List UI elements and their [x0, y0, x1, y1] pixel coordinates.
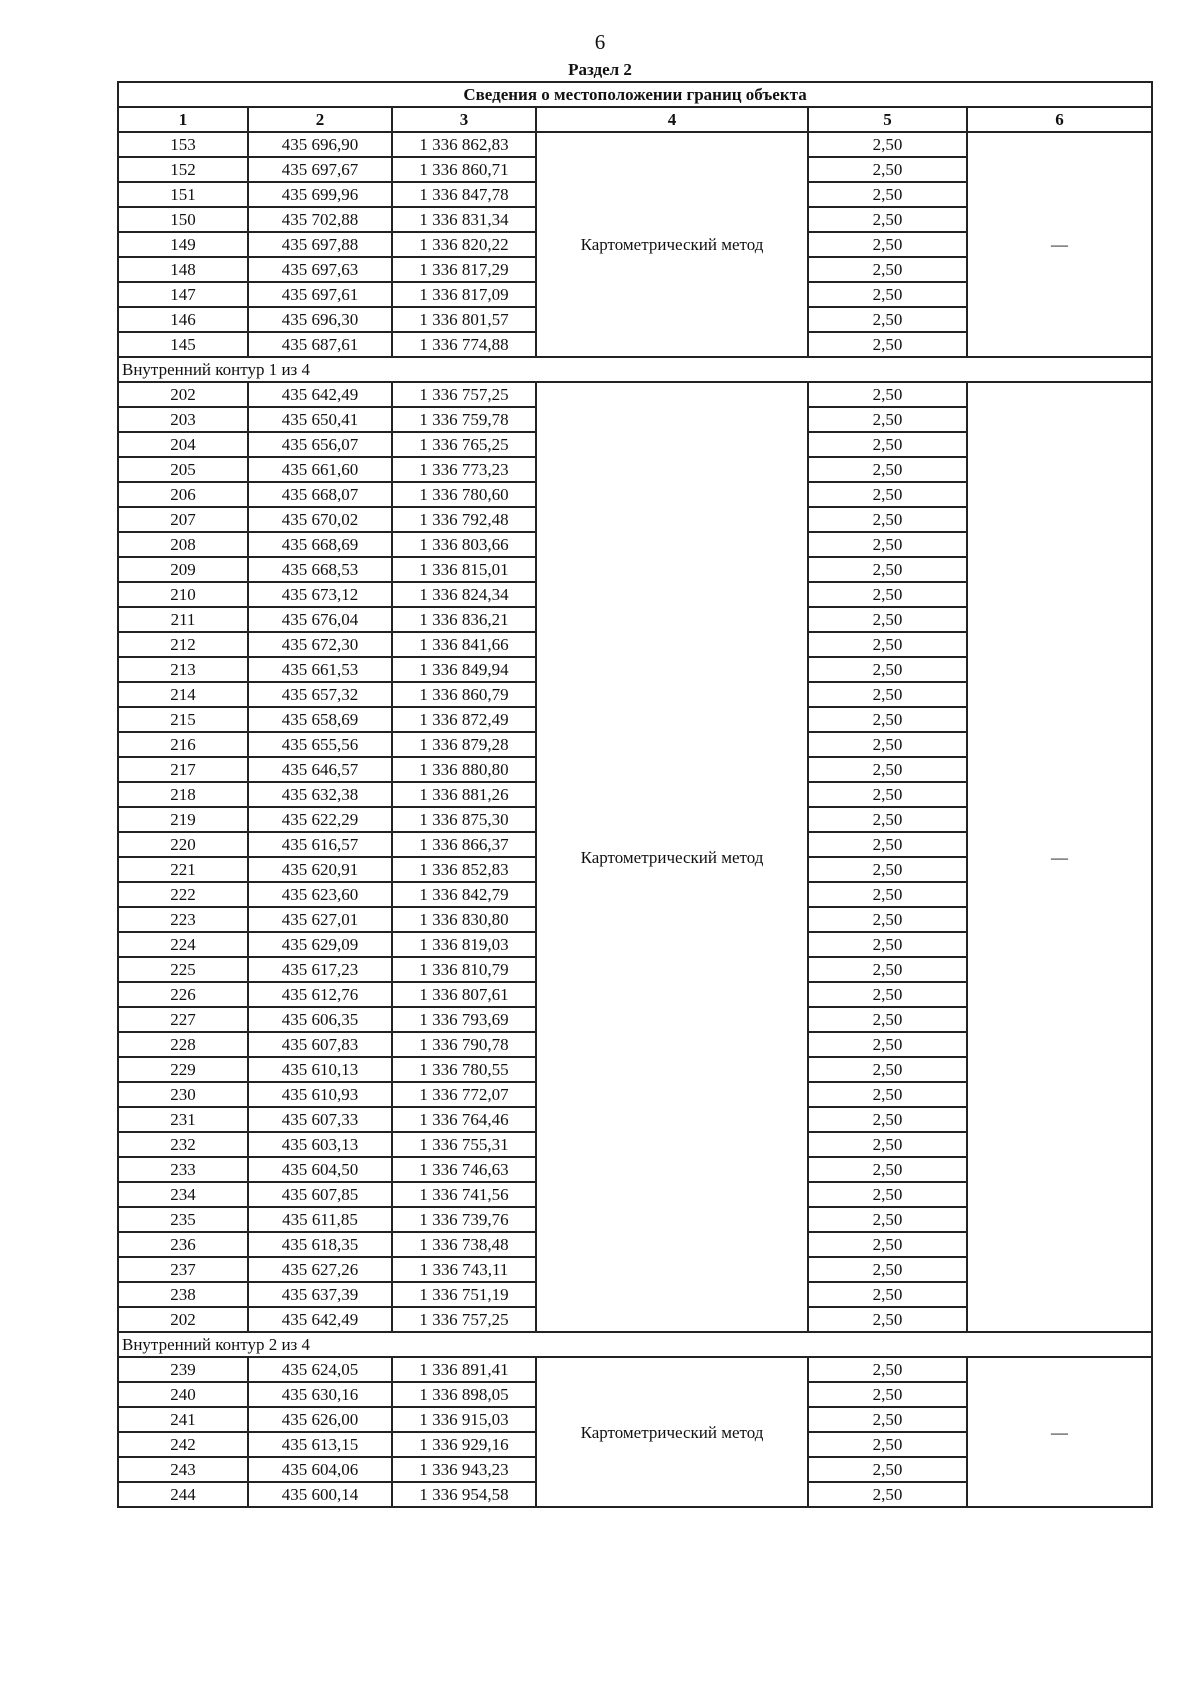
accuracy-cell: 2,50: [808, 1382, 967, 1407]
coord-y-cell: 1 336 815,01: [392, 557, 536, 582]
column-header-1: 1: [118, 107, 248, 132]
coord-x-cell: 435 600,14: [248, 1482, 392, 1507]
point-number-cell: 146: [118, 307, 248, 332]
coord-x-cell: 435 642,49: [248, 1307, 392, 1332]
coord-y-cell: 1 336 780,55: [392, 1057, 536, 1082]
coord-x-cell: 435 610,13: [248, 1057, 392, 1082]
coord-x-cell: 435 656,07: [248, 432, 392, 457]
table-row: [118, 382, 1152, 407]
coord-x-cell: 435 657,32: [248, 682, 392, 707]
accuracy-cell: 2,50: [808, 1482, 967, 1507]
accuracy-cell: 2,50: [808, 782, 967, 807]
coord-y-cell: 1 336 765,25: [392, 432, 536, 457]
coord-y-cell: 1 336 836,21: [392, 607, 536, 632]
accuracy-cell: 2,50: [808, 232, 967, 257]
coord-y-cell: 1 336 849,94: [392, 657, 536, 682]
accuracy-cell: 2,50: [808, 732, 967, 757]
coord-y-cell: 1 336 881,26: [392, 782, 536, 807]
accuracy-cell: 2,50: [808, 1232, 967, 1257]
accuracy-cell: 2,50: [808, 1082, 967, 1107]
coord-x-cell: 435 661,53: [248, 657, 392, 682]
coord-y-cell: 1 336 790,78: [392, 1032, 536, 1057]
point-number-cell: 145: [118, 332, 248, 357]
coord-x-cell: 435 655,56: [248, 732, 392, 757]
accuracy-cell: 2,50: [808, 1057, 967, 1082]
point-number-cell: 228: [118, 1032, 248, 1057]
coord-x-cell: 435 699,96: [248, 182, 392, 207]
coord-y-cell: 1 336 824,34: [392, 582, 536, 607]
coord-x-cell: 435 624,05: [248, 1357, 392, 1382]
point-number-cell: 237: [118, 1257, 248, 1282]
point-number-cell: 216: [118, 732, 248, 757]
point-number-cell: 202: [118, 382, 248, 407]
coord-x-cell: 435 613,15: [248, 1432, 392, 1457]
coord-x-cell: 435 697,61: [248, 282, 392, 307]
coord-y-cell: 1 336 929,16: [392, 1432, 536, 1457]
coord-y-cell: 1 336 852,83: [392, 857, 536, 882]
coord-x-cell: 435 673,12: [248, 582, 392, 607]
coord-x-cell: 435 616,57: [248, 832, 392, 857]
accuracy-cell: 2,50: [808, 832, 967, 857]
coord-y-cell: 1 336 880,80: [392, 757, 536, 782]
accuracy-cell: 2,50: [808, 557, 967, 582]
contour-label-row: [118, 1332, 1152, 1357]
coord-x-cell: 435 607,85: [248, 1182, 392, 1207]
accuracy-cell: 2,50: [808, 882, 967, 907]
point-number-cell: 152: [118, 157, 248, 182]
accuracy-cell: 2,50: [808, 507, 967, 532]
point-number-cell: 229: [118, 1057, 248, 1082]
column-header-3: 3: [392, 107, 536, 132]
point-number-cell: 222: [118, 882, 248, 907]
accuracy-cell: 2,50: [808, 1132, 967, 1157]
coord-x-cell: 435 611,85: [248, 1207, 392, 1232]
point-number-cell: 239: [118, 1357, 248, 1382]
coord-x-cell: 435 637,39: [248, 1282, 392, 1307]
coord-y-cell: 1 336 820,22: [392, 232, 536, 257]
accuracy-cell: 2,50: [808, 1107, 967, 1132]
coord-y-cell: 1 336 879,28: [392, 732, 536, 757]
coord-x-cell: 435 670,02: [248, 507, 392, 532]
coord-y-cell: 1 336 780,60: [392, 482, 536, 507]
coord-x-cell: 435 661,60: [248, 457, 392, 482]
point-number-cell: 241: [118, 1407, 248, 1432]
column-header-4: 4: [536, 107, 808, 132]
coord-y-cell: 1 336 819,03: [392, 932, 536, 957]
point-number-cell: 211: [118, 607, 248, 632]
accuracy-cell: 2,50: [808, 1007, 967, 1032]
point-number-cell: 205: [118, 457, 248, 482]
accuracy-cell: 2,50: [808, 682, 967, 707]
point-number-cell: 231: [118, 1107, 248, 1132]
column-header-row: [118, 107, 1152, 132]
point-number-cell: 150: [118, 207, 248, 232]
accuracy-cell: 2,50: [808, 482, 967, 507]
coord-x-cell: 435 622,29: [248, 807, 392, 832]
accuracy-cell: 2,50: [808, 1182, 967, 1207]
accuracy-cell: 2,50: [808, 1207, 967, 1232]
accuracy-cell: 2,50: [808, 607, 967, 632]
coord-y-cell: 1 336 847,78: [392, 182, 536, 207]
accuracy-cell: 2,50: [808, 382, 967, 407]
column6-cell: —: [967, 132, 1152, 357]
coord-x-cell: 435 627,01: [248, 907, 392, 932]
coord-x-cell: 435 629,09: [248, 932, 392, 957]
accuracy-cell: 2,50: [808, 132, 967, 157]
point-number-cell: 233: [118, 1157, 248, 1182]
point-number-cell: 209: [118, 557, 248, 582]
table-title-row: [118, 82, 1152, 107]
point-number-cell: 235: [118, 1207, 248, 1232]
table-row: [118, 132, 1152, 157]
accuracy-cell: 2,50: [808, 282, 967, 307]
point-number-cell: 215: [118, 707, 248, 732]
coord-x-cell: 435 687,61: [248, 332, 392, 357]
coord-y-cell: 1 336 898,05: [392, 1382, 536, 1407]
coord-x-cell: 435 697,88: [248, 232, 392, 257]
coord-y-cell: 1 336 872,49: [392, 707, 536, 732]
coord-y-cell: 1 336 757,25: [392, 1307, 536, 1332]
coord-y-cell: 1 336 764,46: [392, 1107, 536, 1132]
coord-y-cell: 1 336 792,48: [392, 507, 536, 532]
accuracy-cell: 2,50: [808, 1257, 967, 1282]
coord-x-cell: 435 702,88: [248, 207, 392, 232]
coord-y-cell: 1 336 860,79: [392, 682, 536, 707]
coord-x-cell: 435 623,60: [248, 882, 392, 907]
coord-y-cell: 1 336 954,58: [392, 1482, 536, 1507]
coord-y-cell: 1 336 841,66: [392, 632, 536, 657]
coord-x-cell: 435 606,35: [248, 1007, 392, 1032]
accuracy-cell: 2,50: [808, 157, 967, 182]
coord-y-cell: 1 336 801,57: [392, 307, 536, 332]
point-number-cell: 220: [118, 832, 248, 857]
coord-y-cell: 1 336 751,19: [392, 1282, 536, 1307]
coord-x-cell: 435 607,33: [248, 1107, 392, 1132]
point-number-cell: 240: [118, 1382, 248, 1407]
coord-y-cell: 1 336 891,41: [392, 1357, 536, 1382]
coord-y-cell: 1 336 943,23: [392, 1457, 536, 1482]
column-header-5: 5: [808, 107, 967, 132]
coord-x-cell: 435 627,26: [248, 1257, 392, 1282]
accuracy-cell: 2,50: [808, 207, 967, 232]
method-cell: Картометрический метод: [536, 132, 808, 357]
column-header-2: 2: [248, 107, 392, 132]
accuracy-cell: 2,50: [808, 1157, 967, 1182]
coord-x-cell: 435 607,83: [248, 1032, 392, 1057]
accuracy-cell: 2,50: [808, 182, 967, 207]
coord-x-cell: 435 646,57: [248, 757, 392, 782]
coord-x-cell: 435 658,69: [248, 707, 392, 732]
coord-y-cell: 1 336 743,11: [392, 1257, 536, 1282]
coord-x-cell: 435 632,38: [248, 782, 392, 807]
point-number-cell: 147: [118, 282, 248, 307]
point-number-cell: 202: [118, 1307, 248, 1332]
coord-y-cell: 1 336 739,76: [392, 1207, 536, 1232]
coord-y-cell: 1 336 860,71: [392, 157, 536, 182]
coord-y-cell: 1 336 738,48: [392, 1232, 536, 1257]
coord-y-cell: 1 336 862,83: [392, 132, 536, 157]
coord-x-cell: 435 668,53: [248, 557, 392, 582]
method-cell: Картометрический метод: [536, 382, 808, 1332]
accuracy-cell: 2,50: [808, 432, 967, 457]
point-number-cell: 218: [118, 782, 248, 807]
coord-x-cell: 435 697,63: [248, 257, 392, 282]
coord-y-cell: 1 336 803,66: [392, 532, 536, 557]
table-row: [118, 1357, 1152, 1382]
point-number-cell: 234: [118, 1182, 248, 1207]
coord-x-cell: 435 610,93: [248, 1082, 392, 1107]
coord-x-cell: 435 696,90: [248, 132, 392, 157]
accuracy-cell: 2,50: [808, 957, 967, 982]
point-number-cell: 223: [118, 907, 248, 932]
point-number-cell: 149: [118, 232, 248, 257]
accuracy-cell: 2,50: [808, 1407, 967, 1432]
coord-y-cell: 1 336 757,25: [392, 382, 536, 407]
point-number-cell: 236: [118, 1232, 248, 1257]
coord-x-cell: 435 630,16: [248, 1382, 392, 1407]
accuracy-cell: 2,50: [808, 332, 967, 357]
point-number-cell: 243: [118, 1457, 248, 1482]
boundary-coordinates-table: [117, 81, 1153, 1508]
coord-y-cell: 1 336 755,31: [392, 1132, 536, 1157]
coord-y-cell: 1 336 807,61: [392, 982, 536, 1007]
accuracy-cell: 2,50: [808, 1282, 967, 1307]
point-number-cell: 151: [118, 182, 248, 207]
coord-y-cell: 1 336 866,37: [392, 832, 536, 857]
accuracy-cell: 2,50: [808, 257, 967, 282]
point-number-cell: 206: [118, 482, 248, 507]
coord-x-cell: 435 617,23: [248, 957, 392, 982]
column6-cell: —: [967, 382, 1152, 1332]
point-number-cell: 230: [118, 1082, 248, 1107]
page-number: 6: [594, 30, 606, 54]
accuracy-cell: 2,50: [808, 857, 967, 882]
accuracy-cell: 2,50: [808, 457, 967, 482]
accuracy-cell: 2,50: [808, 907, 967, 932]
accuracy-cell: 2,50: [808, 307, 967, 332]
accuracy-cell: 2,50: [808, 757, 967, 782]
point-number-cell: 226: [118, 982, 248, 1007]
coord-x-cell: 435 604,50: [248, 1157, 392, 1182]
section-title: Раздел 2: [568, 60, 632, 79]
coord-x-cell: 435 618,35: [248, 1232, 392, 1257]
accuracy-cell: 2,50: [808, 1307, 967, 1332]
contour-label: Внутренний контур 2 из 4: [118, 1332, 1152, 1357]
accuracy-cell: 2,50: [808, 1457, 967, 1482]
coord-y-cell: 1 336 875,30: [392, 807, 536, 832]
coord-y-cell: 1 336 793,69: [392, 1007, 536, 1032]
point-number-cell: 214: [118, 682, 248, 707]
point-number-cell: 207: [118, 507, 248, 532]
coord-x-cell: 435 668,69: [248, 532, 392, 557]
coord-y-cell: 1 336 817,09: [392, 282, 536, 307]
coord-y-cell: 1 336 759,78: [392, 407, 536, 432]
accuracy-cell: 2,50: [808, 1432, 967, 1457]
coord-x-cell: 435 642,49: [248, 382, 392, 407]
coord-y-cell: 1 336 810,79: [392, 957, 536, 982]
point-number-cell: 232: [118, 1132, 248, 1157]
coord-x-cell: 435 668,07: [248, 482, 392, 507]
point-number-cell: 148: [118, 257, 248, 282]
point-number-cell: 213: [118, 657, 248, 682]
point-number-cell: 153: [118, 132, 248, 157]
contour-label: Внутренний контур 1 из 4: [118, 357, 1152, 382]
coord-x-cell: 435 620,91: [248, 857, 392, 882]
accuracy-cell: 2,50: [808, 1357, 967, 1382]
coord-y-cell: 1 336 746,63: [392, 1157, 536, 1182]
point-number-cell: 208: [118, 532, 248, 557]
coord-y-cell: 1 336 772,07: [392, 1082, 536, 1107]
method-cell: Картометрический метод: [536, 1357, 808, 1507]
point-number-cell: 244: [118, 1482, 248, 1507]
accuracy-cell: 2,50: [808, 807, 967, 832]
coord-y-cell: 1 336 773,23: [392, 457, 536, 482]
coord-x-cell: 435 672,30: [248, 632, 392, 657]
coord-y-cell: 1 336 741,56: [392, 1182, 536, 1207]
accuracy-cell: 2,50: [808, 407, 967, 432]
point-number-cell: 219: [118, 807, 248, 832]
point-number-cell: 227: [118, 1007, 248, 1032]
point-number-cell: 225: [118, 957, 248, 982]
point-number-cell: 210: [118, 582, 248, 607]
column-header-6: 6: [967, 107, 1152, 132]
point-number-cell: 224: [118, 932, 248, 957]
coord-y-cell: 1 336 842,79: [392, 882, 536, 907]
point-number-cell: 212: [118, 632, 248, 657]
coord-y-cell: 1 336 831,34: [392, 207, 536, 232]
point-number-cell: 242: [118, 1432, 248, 1457]
point-number-cell: 204: [118, 432, 248, 457]
coord-x-cell: 435 676,04: [248, 607, 392, 632]
accuracy-cell: 2,50: [808, 582, 967, 607]
point-number-cell: 217: [118, 757, 248, 782]
table-body: [118, 82, 1152, 1507]
column6-cell: —: [967, 1357, 1152, 1507]
coord-x-cell: 435 697,67: [248, 157, 392, 182]
coord-x-cell: 435 626,00: [248, 1407, 392, 1432]
coord-y-cell: 1 336 817,29: [392, 257, 536, 282]
coord-y-cell: 1 336 774,88: [392, 332, 536, 357]
point-number-cell: 221: [118, 857, 248, 882]
coord-x-cell: 435 603,13: [248, 1132, 392, 1157]
coord-x-cell: 435 604,06: [248, 1457, 392, 1482]
accuracy-cell: 2,50: [808, 982, 967, 1007]
accuracy-cell: 2,50: [808, 1032, 967, 1057]
accuracy-cell: 2,50: [808, 532, 967, 557]
coord-x-cell: 435 696,30: [248, 307, 392, 332]
table-title: Сведения о местоположении границ объекта: [118, 82, 1152, 107]
point-number-cell: 203: [118, 407, 248, 432]
coord-x-cell: 435 650,41: [248, 407, 392, 432]
coord-y-cell: 1 336 830,80: [392, 907, 536, 932]
accuracy-cell: 2,50: [808, 657, 967, 682]
accuracy-cell: 2,50: [808, 707, 967, 732]
coord-x-cell: 435 612,76: [248, 982, 392, 1007]
coord-y-cell: 1 336 915,03: [392, 1407, 536, 1432]
accuracy-cell: 2,50: [808, 632, 967, 657]
point-number-cell: 238: [118, 1282, 248, 1307]
accuracy-cell: 2,50: [808, 932, 967, 957]
contour-label-row: [118, 357, 1152, 382]
